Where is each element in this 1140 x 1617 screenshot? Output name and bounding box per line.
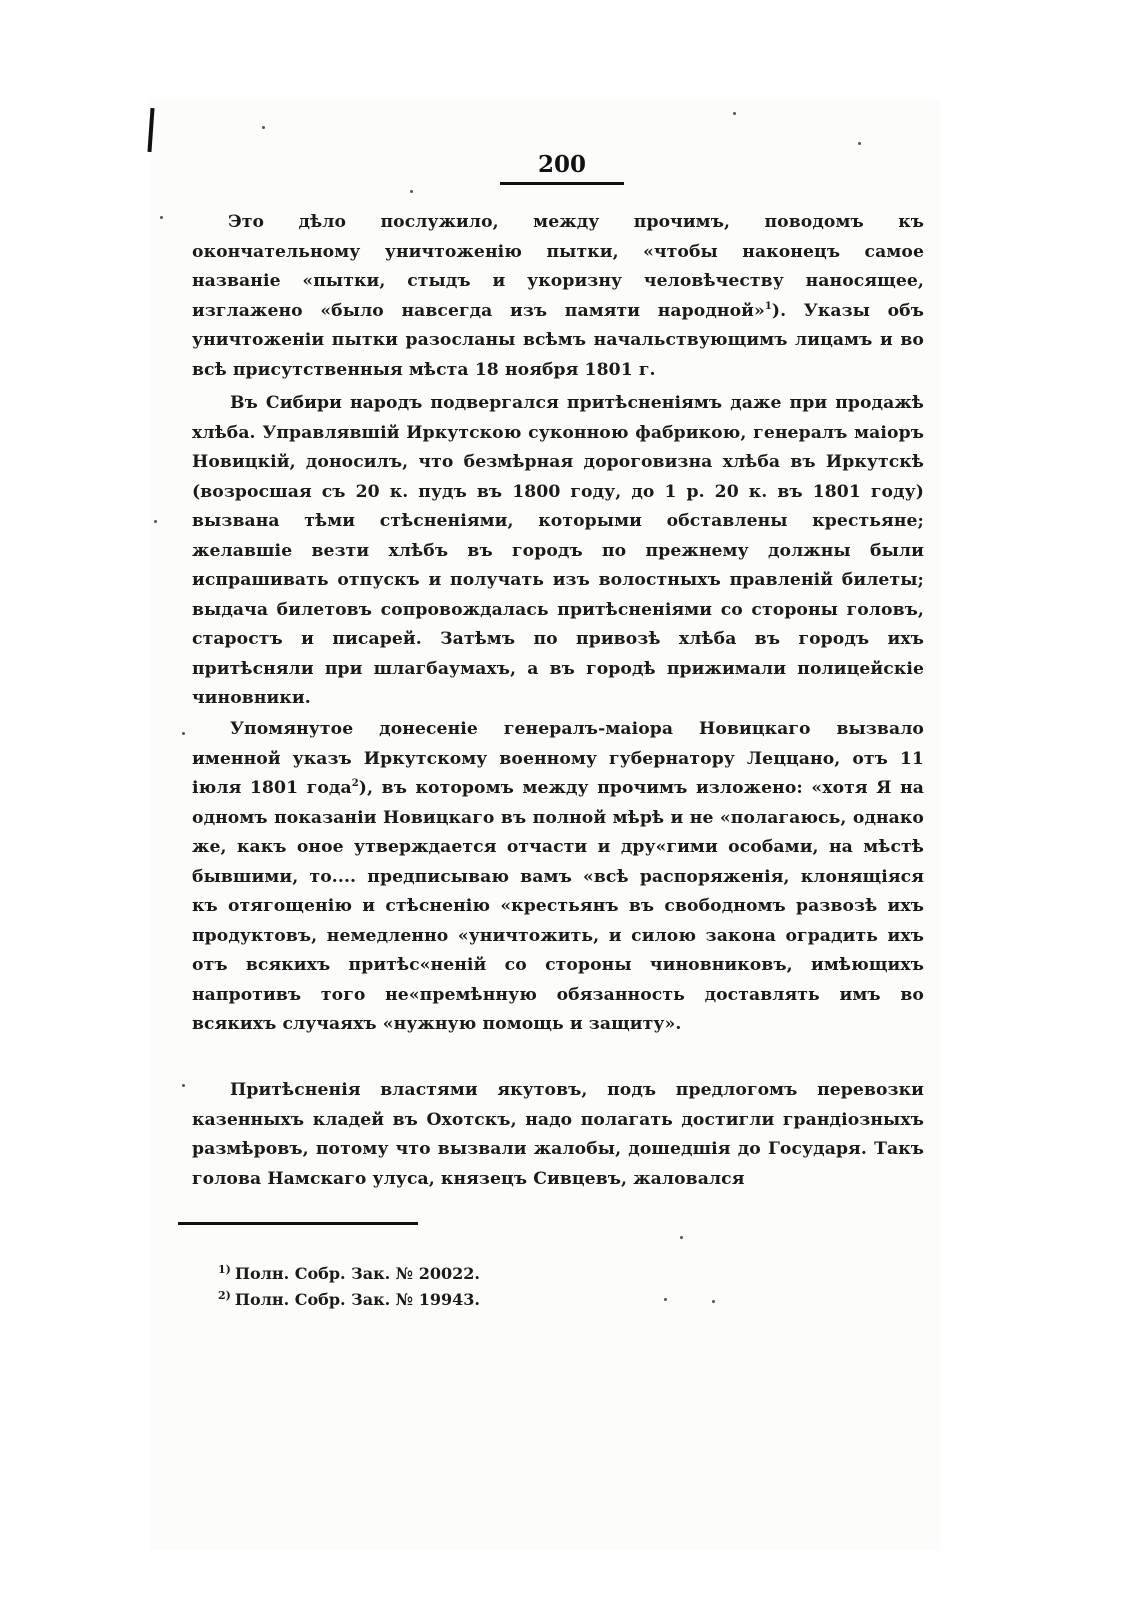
scan-speck: [733, 112, 736, 115]
page-number-rule: [500, 182, 624, 185]
scan-speck: [262, 126, 265, 129]
footnote-ref-1: 1: [764, 300, 772, 312]
paragraph-1: [192, 208, 924, 385]
paragraph-3-tail: ), въ которомъ между прочимъ изложено: «хотя Я на одномъ показаніи Новицкаго въ полной мѣрѣ и не «полагаюсь, однако же, какъ оное утверждается отчасти и дру«гими особами, на мѣстѣ бывшими, то.... предписываю вамъ «всѣ распоряженія, клонящіяся къ отягощенію и стѣсненію «крестьянъ въ свободномъ развозѣ ихъ продуктовъ, немедленно «уничтожить, и силою закона оградить ихъ отъ всякихъ притѣс«неній со стороны чиновниковъ, имѣющихъ напротивъ того не«премѣнную обязанность доставлять имъ во всякихъ случаяхъ «нужную помощь и защиту».: [192, 778, 925, 1034]
footnote-1: [218, 1258, 718, 1286]
scan-speck: [858, 142, 861, 145]
scan-speck: [154, 520, 157, 523]
footnote-1-text: Полн. Собр. Зак. № 20022.: [234, 1264, 480, 1283]
footnote-ref-2: 2: [351, 778, 359, 789]
paragraph-4: Притѣсненія властями якутовъ, подъ предлогомъ перевозки казенныхъ кладей въ Охотскъ, надо полагать достигли грандіозныхъ размѣровъ, потому что вызвали жалобы, дошедшія до Государя. Такъ голова Намскаго улуса, князецъ Сивцевъ, жаловался: [192, 1080, 924, 1189]
footnote-2-text: Полн. Собр. Зак. № 19943.: [234, 1290, 480, 1309]
paragraph-3: [192, 715, 924, 1040]
scan-speck: [182, 1084, 185, 1087]
scan-speck: [680, 1236, 683, 1239]
footnote-rule: [178, 1222, 418, 1225]
paragraph-1-tail: ). Указы объ уничтоженіи пытки разосланы всѣмъ начальствующимъ лицамъ и во всѣ присутственныя мѣста 18 ноября 1801 г.: [192, 300, 924, 380]
scan-speck: [160, 216, 163, 219]
scan-speck: [182, 732, 185, 735]
page-number: 200: [537, 151, 586, 178]
footnote-1-marker: 1): [218, 1263, 231, 1276]
footnote-2: [218, 1284, 718, 1312]
paragraph-3-text: Упомянутое донесеніе генералъ-маіора Новицкаго вызвало именной указъ Иркутскому военному губернатору Леццано, отъ 11 іюля 1801 года: [192, 719, 924, 798]
paragraph-1-text: Это дѣло послужило, между прочимъ, поводомъ къ окончательному уничтоженію пытки, «чтобы наконецъ самое названіе «пытки, стыдъ и укоризну человѣчеству наносящее, изглажено «было навсегда изъ памяти народной»: [192, 212, 924, 321]
scan-speck: [410, 190, 413, 193]
footnote-2-marker: 2): [218, 1289, 231, 1302]
scan-speck: [664, 1298, 667, 1301]
paragraph-2: Въ Сибири народъ подвергался притѣсненіямъ даже при продажѣ хлѣба. Управлявшій Иркутскою суконною фабрикою, генералъ маіоръ Новицкій, доносилъ, что безмѣрная дороговизна хлѣба въ Иркутскѣ (возросшая съ 20 к. пудъ въ 1800 году, до 1 р. 20 к. въ 1801 году) вызвана тѣми стѣсненіями, которыми обставлены крестьяне; желавшіе везти хлѣбъ въ городъ по прежнему должны были испрашивать отпускъ и получать изъ волостныхъ правленій билеты; выдача билетовъ сопровождалась притѣсненіями со стороны головъ, старостъ и писарей. Затѣмъ по привозѣ хлѣба въ городъ ихъ притѣсняли при шлагбаумахъ, а въ городѣ прижимали полицейскіе чиновники.: [192, 393, 924, 708]
scan-speck: [712, 1300, 715, 1303]
